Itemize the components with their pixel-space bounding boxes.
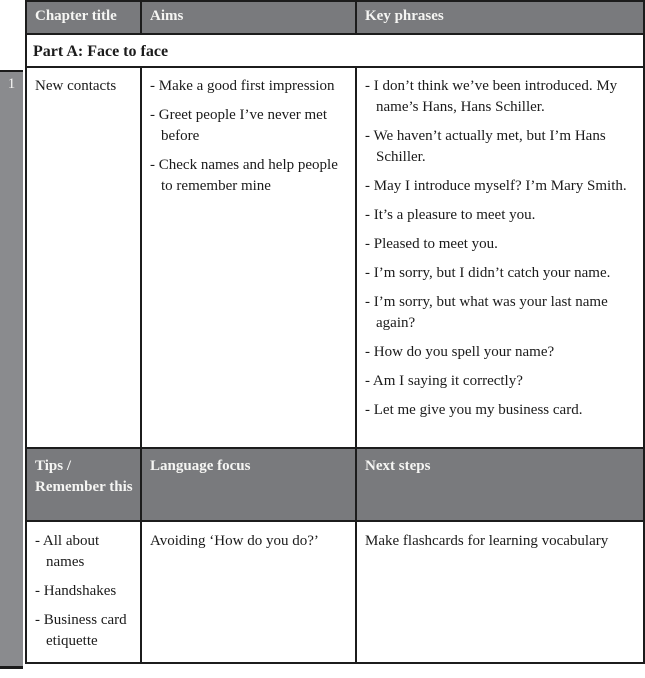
key-phrases-list [365, 76, 637, 421]
bullet-item: - Check names and help people to remember mine [150, 155, 349, 197]
cell-language-focus [141, 521, 356, 663]
section-title: Part A: Face to face [26, 34, 644, 67]
bullet-item: - Business card etiquette [35, 610, 134, 652]
table-header-row-top [26, 1, 644, 34]
chapter-overview-table [25, 0, 645, 664]
header-key-phrases: Key phrases [356, 1, 644, 34]
bullet-item: - Let me give you my business card. [365, 400, 637, 421]
chapter-number-bar [0, 70, 23, 669]
cell-next-steps [356, 521, 644, 663]
header-tips-remember: Tips / Remember this [26, 448, 141, 521]
bullet-item: - It’s a pleasure to meet you. [365, 205, 637, 226]
bullet-item: - How do you spell your name? [365, 342, 637, 363]
bullet-item: - I’m sorry, but I didn’t catch your name. [365, 263, 637, 284]
chapter-extras-row [26, 521, 644, 663]
bullet-item: - Am I saying it correctly? [365, 371, 637, 392]
bullet-item: - I’m sorry, but what was your last name again? [365, 292, 637, 334]
chapter-title-text: New contacts [35, 78, 117, 94]
chapter-number: 1 [7, 76, 16, 92]
cell-aims [141, 67, 356, 448]
cell-chapter-title [26, 67, 141, 448]
cell-key-phrases [356, 67, 644, 448]
section-title-row [26, 34, 644, 67]
header-chapter-title: Chapter title [26, 1, 141, 34]
header-language-focus: Language focus [141, 448, 356, 521]
table-header-row-bottom [26, 448, 644, 521]
tips-list [35, 531, 134, 652]
bullet-item: - All about names [35, 531, 134, 573]
header-aims: Aims [141, 1, 356, 34]
cell-tips [26, 521, 141, 663]
bullet-item: - Make a good first impression [150, 76, 349, 97]
next-steps-text: Make flashcards for learning vocabulary [365, 533, 609, 549]
bullet-item: - Pleased to meet you. [365, 234, 637, 255]
bullet-item: - I don’t think we’ve been introduced. My name’s Hans, Hans Schiller. [365, 76, 637, 118]
bullet-item: - Greet people I’ve never met before [150, 105, 349, 147]
bullet-item: - We haven’t actually met, but I’m Hans Schiller. [365, 126, 637, 168]
chapter-content-row [26, 67, 644, 448]
aims-list [150, 76, 349, 197]
header-next-steps: Next steps [356, 448, 644, 521]
language-focus-text: Avoiding ‘How do you do?’ [150, 533, 319, 549]
bullet-item: - May I introduce myself? I’m Mary Smith. [365, 176, 637, 197]
bullet-item: - Handshakes [35, 581, 134, 602]
